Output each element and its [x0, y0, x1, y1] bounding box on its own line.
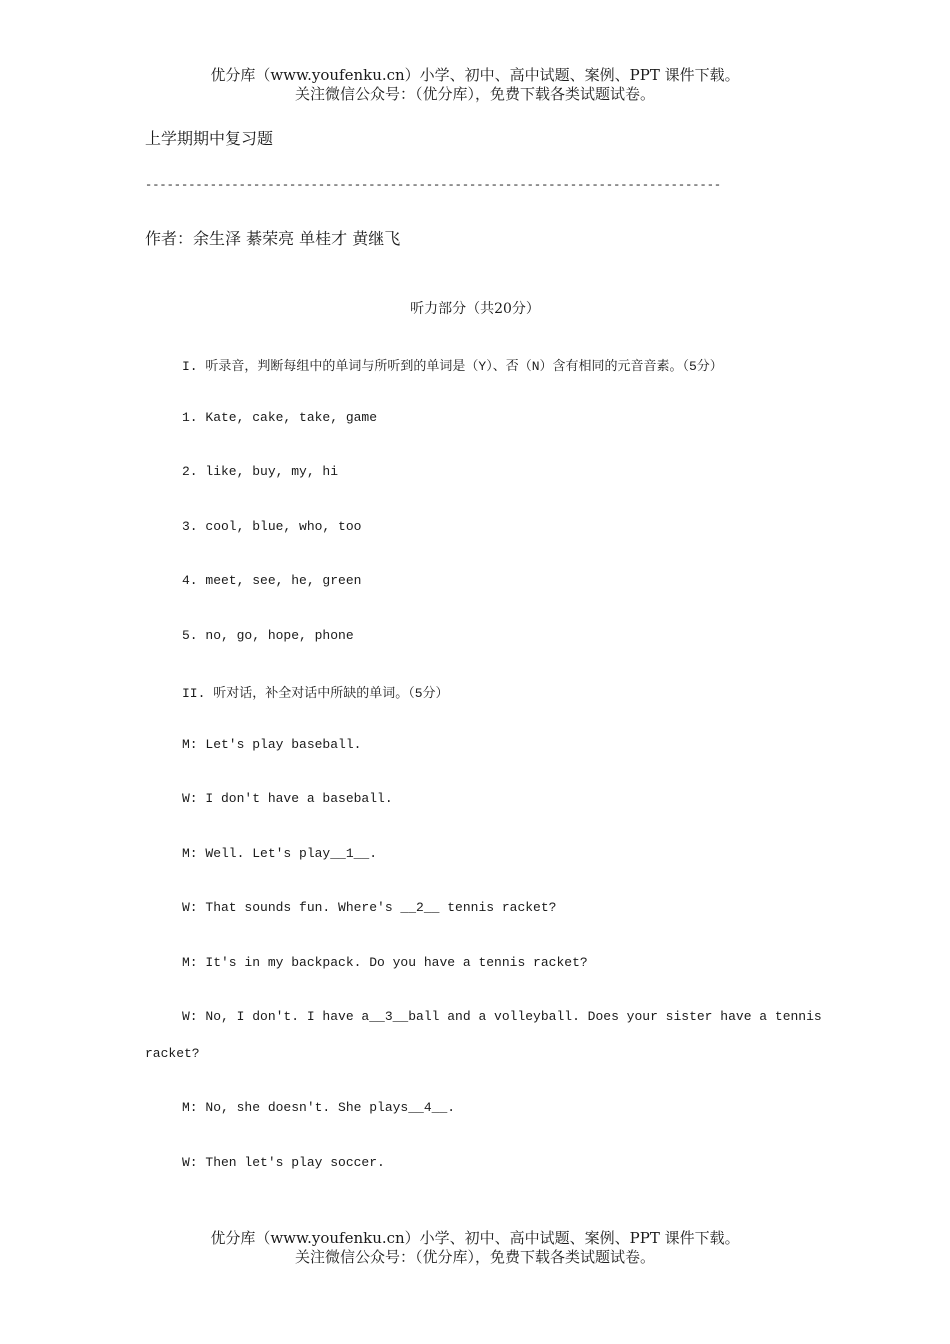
- dialogue-line: W: That sounds fun. Where's __2__ tennis racket?: [182, 900, 557, 915]
- dialogue-line: W: No, I don't. I have a__3__ball and a volleyball. Does your sister have a tennis: [182, 1009, 822, 1024]
- header-line-2: 关注微信公众号：（优分库），免费下载各类试题试卷。: [294, 85, 655, 103]
- footer-line-1: 优分库（www.youfenku.cn）小学、初中、高中试题、案例、PPT 课件下载。: [210, 1229, 740, 1247]
- document-title: 上学期期中复习题: [145, 129, 274, 148]
- dialogue-line: W: Then let's play soccer.: [182, 1155, 385, 1170]
- dialogue-line-continued: racket?: [145, 1046, 200, 1061]
- page-header: [0, 66, 950, 104]
- dialogue-line: W: I don't have a baseball.: [182, 791, 393, 806]
- header-line-1: 优分库（www.youfenku.cn）小学、初中、高中试题、案例、PPT 课件下载。: [210, 66, 740, 84]
- footer-line-2: 关注微信公众号：（优分库），免费下载各类试题试卷。: [294, 1248, 655, 1266]
- part1-instruction: I. 听录音，判断每组中的单词与所听到的单词是（Y）、否（N）含有相同的元音音素。（5分）: [182, 359, 723, 374]
- list-item: 2. like, buy, my, hi: [182, 464, 339, 479]
- list-item: 5. no, go, hope, phone: [182, 628, 354, 643]
- dialogue-line: M: No, she doesn't. She plays__4__.: [182, 1100, 456, 1115]
- list-item: 1. Kate, cake, take, game: [182, 410, 378, 425]
- dialogue-line: M: Well. Let's play__1__.: [182, 846, 378, 861]
- authors-line: 作者：余生泽 綦荣亮 单桂才 黄继飞: [145, 229, 401, 248]
- dialogue-line: M: It's in my backpack. Do you have a tennis racket?: [182, 955, 588, 970]
- list-item: 4. meet, see, he, green: [182, 573, 362, 588]
- part2-instruction: II. 听对话，补全对话中所缺的单词。（5分）: [182, 686, 449, 701]
- section-title: 听力部分（共20分）: [410, 301, 540, 317]
- page-footer: [0, 1229, 950, 1267]
- dialogue-line: M: Let's play baseball.: [182, 737, 362, 752]
- divider-line: --------------------------------------------------------------------------------: [145, 178, 722, 192]
- list-item: 3. cool, blue, who, too: [182, 519, 362, 534]
